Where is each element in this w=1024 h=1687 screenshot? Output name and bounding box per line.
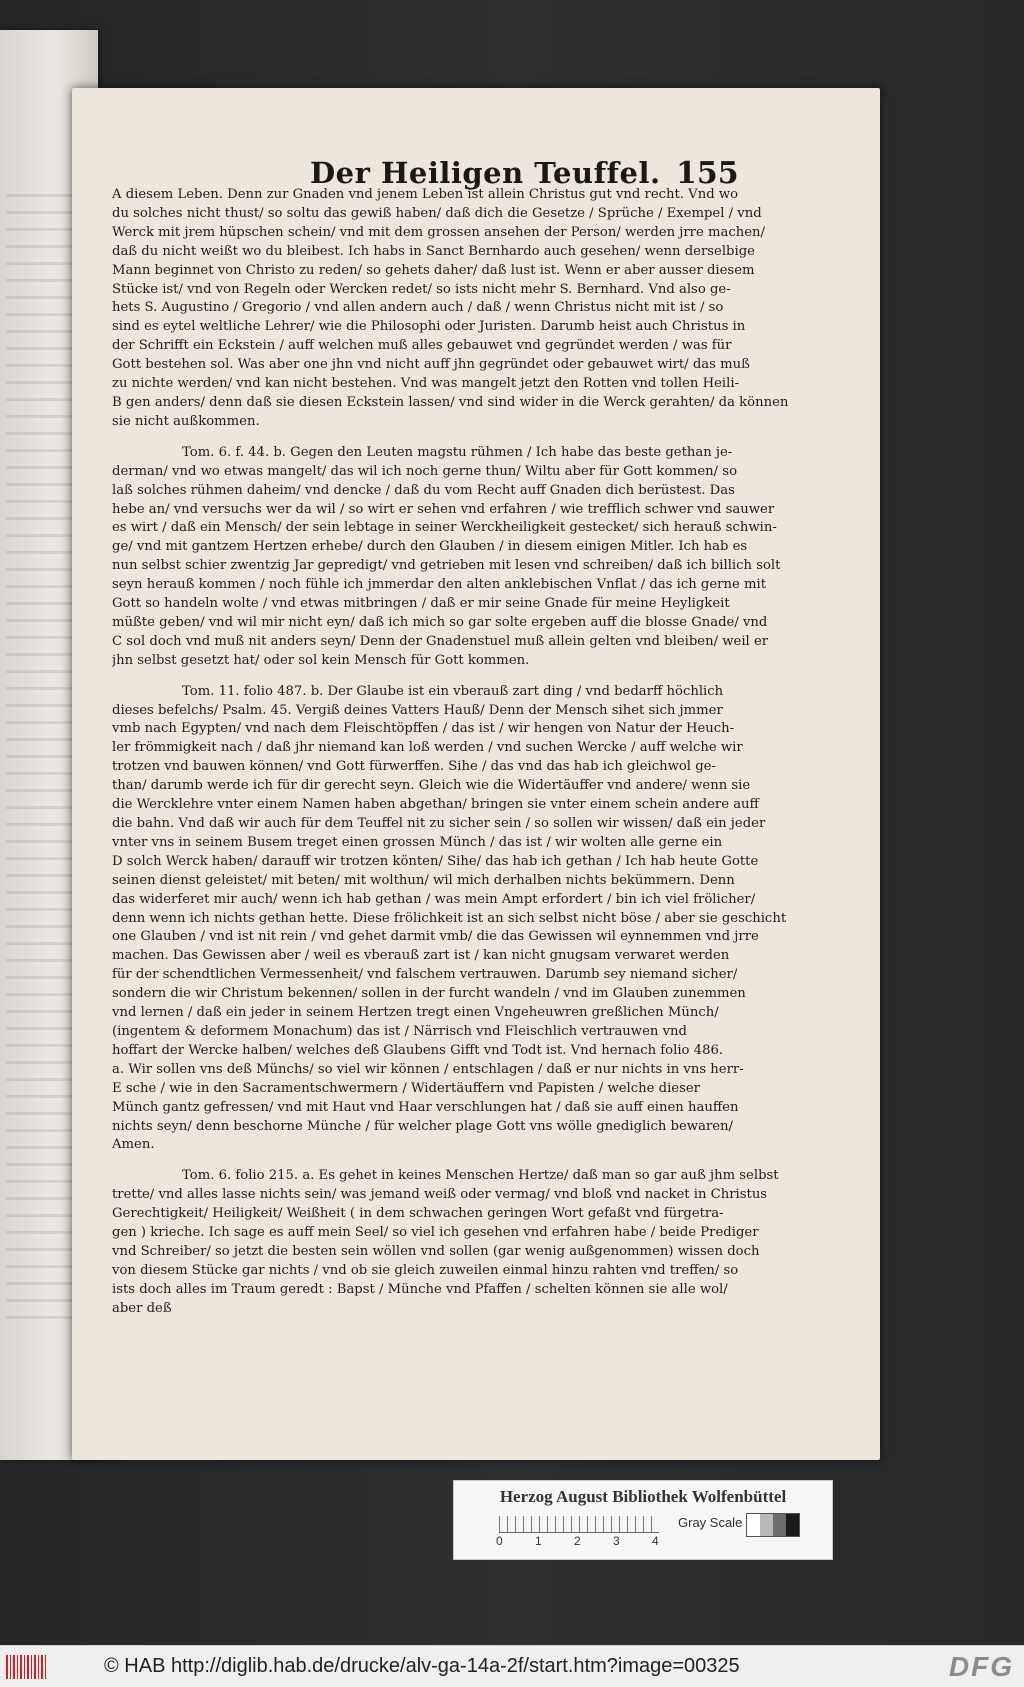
text-line: hebe an/ vnd versuchs wer da wil / so wirt er sehen vnd erfahren / wie trefflich schwer vnd sauwer: [112, 501, 775, 517]
text-line: Tom. 6. f. 44. b. Gegen den Leuten magstu rühmen / Ich habe das beste gethan je-: [182, 444, 733, 460]
text-line: C sol doch vnd muß nit anders seyn/ Denn der Gnadenstuel muß allein gelten vnd bleiben/ weil er: [112, 633, 769, 649]
text-line: Amen.: [112, 1137, 155, 1153]
text-line: A diesem Leben. Denn zur Gnaden vnd jenem Leben ist allein Christus gut vnd recht. Vnd wo: [112, 187, 739, 202]
page-text: [112, 186, 802, 1319]
footer-credit-link[interactable]: © HAB http://diglib.hab.de/drucke/alv-ga-14a-2f/start.htm?image=00325: [104, 1655, 740, 1677]
text-line: Stücke ist/ vnd von Regeln oder Wercken redet/ so ists nicht mehr S. Bernhard. Vnd also ge-: [112, 281, 731, 297]
text-line: derman/ vnd wo etwas mangelt/ das wil ich noch gerne thun/ Wiltu aber für Gott kommen/ so: [112, 463, 738, 479]
text-line: Werck mit jrem hüpschen schein/ vnd mit dem grossen ansehen der Person/ werden jrre machen/: [112, 224, 765, 240]
text-line: für der schendtlichen Vermessenheit/ vnd falschem vertrauwen. Darumb sey niemand sicher/: [112, 967, 738, 983]
text-line: sondern die wir Christum bekennen/ sollen in der furcht wandeln / vnd im Glauben zunemmen: [112, 986, 746, 1002]
paragraph-gap: [112, 432, 802, 444]
text-line: vnter vns in seinem Busem treget einen grossen Münch / das ist / wir wolten alle gerne ein: [112, 834, 723, 850]
text-line: die bahn. Vnd daß wir auch für dem Teuffel nit zu sicher sein / so sollen wir wissen/ daß ein jeder: [112, 816, 766, 831]
color-target-card: [453, 1480, 833, 1560]
text-line: ge/ vnd mit gantzem Hertzen erhebe/ durch den Glauben / in diesem einigen Mitler. Ich hab es: [112, 539, 748, 555]
text-line: dieses befelchs/ Psalm. 45. Vergiß deines Vatters Hauß/ Denn der Mensch sihet sich jmmer: [112, 702, 723, 718]
text-line: müßte geben/ vnd wil mir nicht eyn/ daß ich mich so gar solte ergeben auff die blosse Gnade/ vnd: [112, 614, 768, 630]
text-line: gen ) krieche. Ich sage es auff mein Seel/ so viel ich gesehen vnd erfahren habe / beide Prediger: [112, 1225, 759, 1241]
text-line: es wirt / daß ein Mensch/ der sein lebtage in seiner Werckheiligkeit gestecket/ sich herauß schwin-: [112, 520, 777, 536]
text-line: nun selbst schier zwentzig Jar gepredigt/ vnd getrieben mit lesen vnd schreiben/ daß ich billich solt: [112, 558, 781, 574]
text-line: one Glauben / vnd ist nit rein / vnd gehet darmit vmb/ die das Gewissen wil eynnemmen vnd jrre: [112, 929, 759, 945]
text-line: seyn herauß kommen / noch fühle ich jmmerdar den alten anklebischen Vnflat / das ich gerne mit: [112, 577, 766, 593]
text-line: denn wenn ich nichts gethan hette. Diese frölichkeit ist an sich selbst nicht böse / aber sie geschicht: [112, 910, 787, 926]
text-line: D solch Werck haben/ darauff wir trotzen könten/ Sihe/ das hab ich gethan / Ich hab heute Gotte: [112, 853, 759, 869]
text-line: B gen anders/ denn daß sie diesen Eckstein lassen/ vnd sind wider in die Werck gerahten/ da können: [112, 394, 789, 410]
ruler-number: 1: [535, 1534, 542, 1548]
text-line: (ingentem & deformem Monachum) das ist / Närrisch vnd Fleischlich vertrauwen vnd: [112, 1023, 687, 1039]
running-head: Der Heiligen Teuffel.: [310, 156, 661, 190]
text-line: Gerechtigkeit/ Heiligkeit/ Weißheit ( in dem schwachen geringen Wort gefaßt vnd fürgetra-: [112, 1206, 724, 1222]
text-line: von diesem Stücke gar nichts / vnd ob sie gleich zuweilen einmal hinzu rahten vnd treffen/ so: [112, 1262, 739, 1278]
text-line: trotzen vnd bauwen können/ vnd Gott fürwerffen. Sihe / das vnd das hab ich gleichwol ge-: [112, 759, 716, 775]
text-line: Mann beginnet von Christo zu reden/ so gehets daher/ daß lust ist. Wenn er aber ausser diesem: [112, 262, 755, 278]
text-line: than/ darumb werde ich für dir gerecht seyn. Gleich wie die Widertäuffer vnd andere/ wenn sie: [112, 778, 751, 794]
text-line: Gott so handeln wolte / vnd etwas mitbringen / daß er mir seine Gnade für meine Heyligkeit: [112, 596, 730, 612]
scale-ruler: [499, 1516, 659, 1533]
text-line: nichts seyn/ denn beschorne Münche / für welcher plage Gott vns wölle gnediglich bewaren/: [112, 1118, 733, 1134]
folio-number: 155: [676, 156, 739, 191]
text-line: sind es eytel weltliche Lehrer/ wie die Philosophi oder Juristen. Darumb heist auch Christus in: [112, 319, 746, 335]
footer-bar: [0, 1645, 1024, 1687]
text-line: ler frömmigkeit nach / daß jhr niemand kan loß werden / vnd suchen Wercke / auff welche wir: [112, 740, 743, 756]
ruler-numbers: [496, 1534, 674, 1550]
text-line: die Wercklehre vnter einem Namen haben abgethan/ bringen sie vnter einem schein andere auff: [112, 797, 759, 813]
ruler-number: 2: [574, 1534, 581, 1548]
text-line: seinen dienst geleistet/ mit beten/ mit wolthun/ wil mich derhalben nichts bekümmern. Denn: [112, 872, 735, 888]
text-line: daß du nicht weißt wo du bleibest. Ich habs in Sanct Bernhardo auch gesehen/ wenn derselbige: [112, 243, 755, 259]
ruler-number: 4: [652, 1534, 659, 1548]
ruler-number: 0: [496, 1534, 503, 1548]
text-line: a. Wir sollen vns deß Münchs/ so viel wir können / entschlagen / daß er nur nichts in vns herr-: [112, 1061, 744, 1077]
text-line: E sche / wie in den Sacramentschwermern / Widertäuffern vnd Papisten / welche dieser: [112, 1080, 700, 1096]
text-line: trette/ vnd alles lasse nichts sein/ was jemand weiß oder vermag/ vnd bloß vnd nacket in Christus: [112, 1187, 768, 1203]
text-line: das widerferet mir auch/ wenn ich hab gethan / was mein Ampt erfordert / bin ich viel frölicher/: [112, 891, 756, 907]
text-line: hoffart der Wercke halben/ welches deß Glaubens Gifft vnd Todt ist. Vnd hernach folio 486.: [112, 1042, 724, 1058]
text-line: laß solches rühmen daheim/ vnd dencke / daß du vom Recht auff Gnaden dich berüstest. Das: [112, 482, 735, 498]
text-line: machen. Das Gewissen aber / weil es vberauß zart ist / kan nicht gnugsam verwaret werden: [112, 948, 730, 964]
gray-scale-label: Gray Scale: [678, 1515, 743, 1530]
text-line: du solches nicht thust/ so soltu das gewiß haben/ daß dich die Gesetze / Sprüche / Exempel / vnd: [112, 205, 762, 221]
text-line: Münch gantz gefressen/ vnd mit Haut vnd Haar verschlungen hat / daß sie auff einen hauffen: [112, 1099, 739, 1115]
text-line: Gott bestehen sol. Was aber one jhn vnd nicht auff jhn gegründet oder gebauwet wirt/ das muß: [112, 357, 750, 373]
paragraph-gap: [112, 1155, 802, 1167]
text-line: hets S. Augustino / Gregorio / vnd allen andern auch / daß / wenn Christus nicht mit ist / so: [112, 300, 724, 316]
paragraph-gap: [112, 671, 802, 683]
text-line: aber deß: [112, 1300, 172, 1316]
text-line: Tom. 6. folio 215. a. Es gehet in keines Menschen Hertze/ daß man so gar auß jhm selbst: [182, 1168, 779, 1184]
text-line: der Schrifft ein Eckstein / auff welchen muß alles gebauwet vnd gegründet werden / was für: [112, 338, 732, 354]
ruler-number: 3: [613, 1534, 620, 1548]
text-line: sie nicht außkommen.: [112, 413, 260, 429]
library-name: Herzog August Bibliothek Wolfenbüttel: [499, 1487, 787, 1506]
text-line: vnd lernen / daß ein jeder in seinem Hertzen tregt einen Vngeheuwren greßlichen Münch/: [112, 1005, 719, 1021]
text-line: Tom. 11. folio 487. b. Der Glaube ist ein vberauß zart ding / vnd bedarff höchlich: [182, 683, 724, 699]
text-line: vmb nach Egypten/ vnd nach dem Fleischtöpffen / das ist / wir hengen von Natur der Heuch-: [112, 721, 735, 737]
book-page: [72, 88, 880, 1460]
text-line: zu nichte werden/ vnd kan nicht bestehen. Vnd was mangelt jetzt den Rotten vnd tollen Heili-: [112, 376, 740, 392]
gray-scale-swatches: [746, 1513, 800, 1537]
dfg-logo: DFG: [948, 1651, 1014, 1682]
barcode-icon: [6, 1655, 46, 1679]
text-line: vnd Schreiber/ so jetzt die besten sein wöllen vnd sollen (gar wenig außgenommen) wissen doch: [112, 1243, 760, 1259]
text-line: ists doch alles im Traum geredt : Bapst / Münche vnd Pfaffen / schelten können sie alle wol/: [112, 1281, 728, 1297]
text-line: jhn selbst gesetzt hat/ oder sol kein Mensch für Gott kommen.: [112, 652, 530, 668]
